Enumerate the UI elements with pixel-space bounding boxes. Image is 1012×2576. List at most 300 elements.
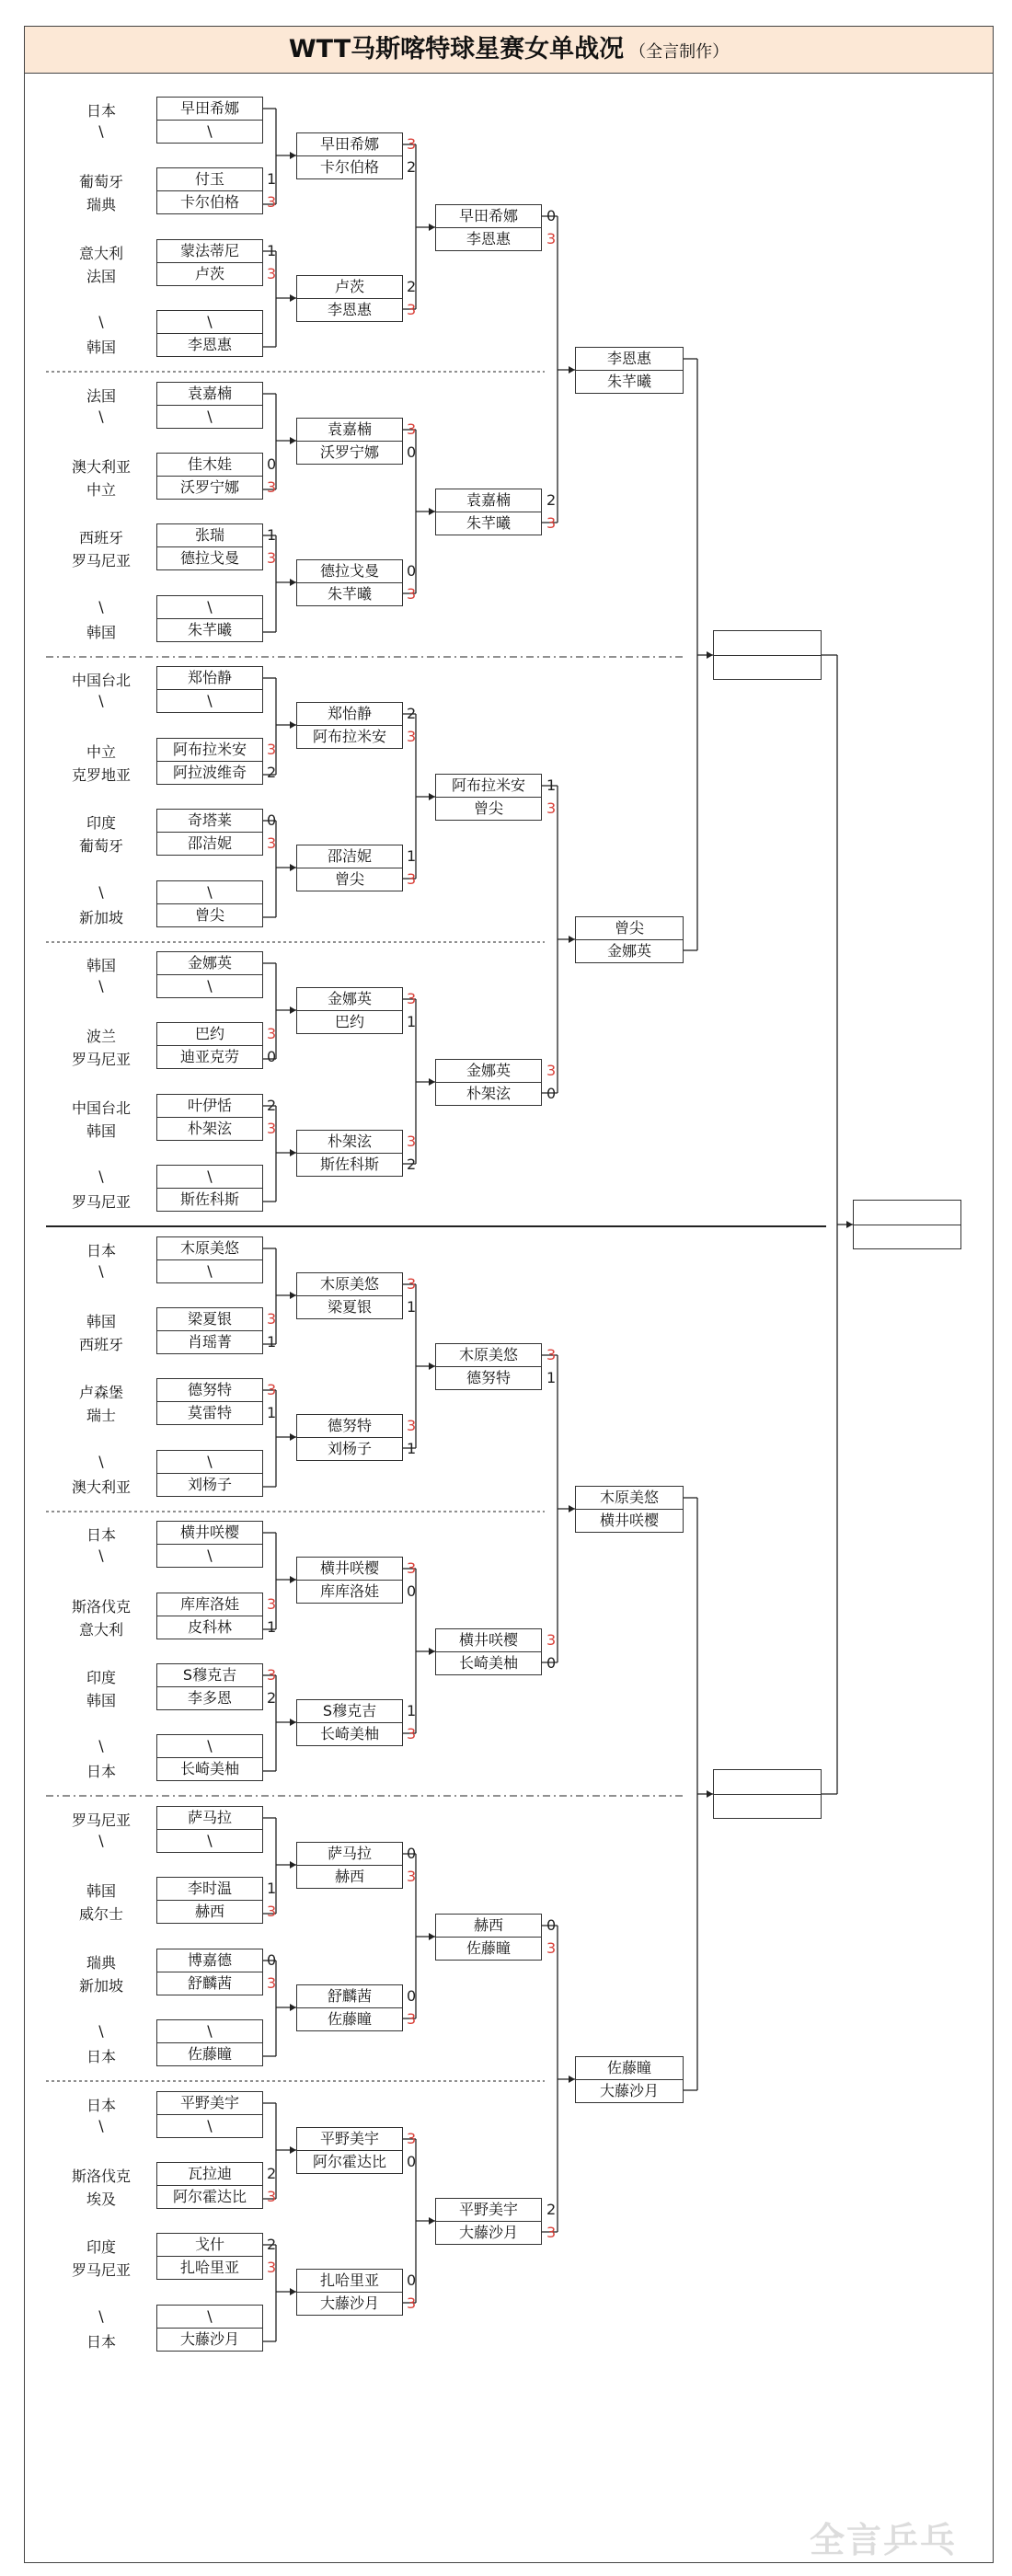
country-label: 威尔士 (78, 1905, 123, 1923)
player-slot: 早田希娜 (435, 204, 542, 228)
match-score: 2 (546, 491, 557, 509)
country-label: 法国 (86, 268, 116, 285)
match-score: 0 (407, 1582, 417, 1600)
player-slot: 迪亚克劳 (156, 1045, 263, 1069)
match-score: 0 (546, 1085, 557, 1102)
country-label: \ (98, 692, 104, 709)
country-label: 斯洛伐克 (71, 2168, 131, 2185)
match-score: 2 (407, 705, 417, 722)
match-score: 3 (546, 799, 557, 817)
match-score: 3 (267, 1310, 277, 1328)
match-score: 3 (546, 230, 557, 247)
country-label: 埃及 (86, 2191, 116, 2208)
player-slot: 木原美悠 (435, 1343, 542, 1367)
country-label: \ (98, 408, 104, 425)
player-slot: \ (156, 689, 263, 713)
player-slot: 斯佐科斯 (296, 1153, 403, 1177)
match-score: 3 (267, 1595, 277, 1613)
match-score: 3 (267, 1903, 277, 1920)
country-label: 中国台北 (71, 672, 131, 689)
player-slot: 阿布拉米安 (296, 725, 403, 749)
player-slot: 朱芊曦 (435, 512, 542, 535)
match-score: 3 (546, 2224, 557, 2241)
player-slot: 斯佐科斯 (156, 1188, 263, 1212)
player-slot: \ (156, 120, 263, 144)
match-score: 2 (267, 2165, 277, 2182)
player-slot: 梁夏银 (296, 1295, 403, 1319)
player-slot: 大藤沙月 (296, 2292, 403, 2316)
country-label: \ (98, 1453, 104, 1470)
match-score: 3 (267, 1666, 277, 1684)
arrow-head (846, 1221, 853, 1228)
match-score: 0 (407, 2271, 417, 2289)
country-label: 韩国 (86, 339, 116, 356)
match-score: 3 (407, 301, 417, 318)
country-label: 新加坡 (78, 909, 123, 926)
country-label: 西班牙 (78, 529, 123, 546)
player-slot: 李恩惠 (296, 298, 403, 322)
country-label: 韩国 (86, 1313, 116, 1330)
country-label: \ (98, 977, 104, 995)
player-slot: 阿布拉米安 (156, 738, 263, 762)
player-slot: 金娜英 (435, 1059, 542, 1083)
match-score: 1 (267, 1880, 277, 1897)
player-slot: 库库洛娃 (296, 1580, 403, 1604)
country-label: 日本 (86, 102, 116, 120)
country-label: 中立 (86, 481, 116, 499)
match-score: 3 (407, 2130, 417, 2147)
player-slot: 莫雷特 (156, 1401, 263, 1425)
match-score: 3 (267, 193, 277, 211)
country-label: 西班牙 (78, 1336, 123, 1353)
player-slot: 横井咲樱 (156, 1521, 263, 1545)
match-score: 3 (546, 1062, 557, 1079)
country-label: \ (98, 598, 104, 615)
player-slot: S穆克吉 (296, 1699, 403, 1723)
match-score: 1 (546, 776, 557, 794)
player-slot: 刘杨子 (296, 1437, 403, 1461)
arrow-head (290, 1006, 296, 1014)
player-slot: 金娜英 (575, 939, 684, 963)
player-slot: 佳木娃 (156, 453, 263, 477)
match-score: 3 (407, 1133, 417, 1150)
player-slot: \ (156, 1450, 263, 1474)
match-score: 1 (407, 1298, 417, 1316)
match-score: 3 (407, 1868, 417, 1885)
arrow-head (290, 294, 296, 302)
player-slot: 张瑞 (156, 523, 263, 547)
country-label: 瑞典 (86, 1954, 116, 1972)
country-label: 波兰 (86, 1028, 116, 1045)
country-label: 印度 (86, 1669, 116, 1686)
player-slot: 沃罗宁娜 (156, 476, 263, 500)
country-label: 韩国 (86, 1122, 116, 1140)
match-score: 0 (407, 2153, 417, 2170)
player-slot: 梁夏银 (156, 1307, 263, 1331)
match-score: 0 (267, 811, 277, 829)
player-slot: 扎哈里亚 (156, 2256, 263, 2280)
player-slot: 卢茨 (296, 275, 403, 299)
watermark: 全言乒乓 (810, 2520, 958, 2560)
arrow-head (429, 1648, 435, 1655)
match-score: 3 (546, 1939, 557, 1957)
country-label: \ (98, 2022, 104, 2040)
match-score: 1 (407, 1702, 417, 1719)
match-score: 2 (267, 1689, 277, 1707)
match-score: 1 (407, 1440, 417, 1457)
page-title: WTT马斯喀特球星赛女单战况 (288, 35, 625, 63)
match-score: 1 (267, 526, 277, 544)
country-label: 韩国 (86, 957, 116, 974)
country-label: 澳大利亚 (71, 458, 131, 476)
match-score: 2 (267, 764, 277, 781)
player-slot: 阿布拉米安 (435, 774, 542, 798)
player-slot: 库库洛娃 (156, 1593, 263, 1616)
match-score: 0 (407, 1987, 417, 2005)
player-slot: 金娜英 (296, 987, 403, 1011)
country-label: 意大利 (78, 1621, 123, 1639)
player-slot: \ (156, 405, 263, 429)
player-slot: \ (156, 1165, 263, 1189)
player-slot: 袁嘉楠 (435, 489, 542, 512)
player-slot: 曾尖 (435, 797, 542, 821)
player-slot: 曾尖 (575, 916, 684, 940)
arrow-head (290, 579, 296, 586)
player-slot: 李时温 (156, 1877, 263, 1901)
player-slot: 赫西 (296, 1865, 403, 1889)
player-slot: \ (156, 880, 263, 904)
player-slot: 奇塔莱 (156, 809, 263, 833)
match-score: 0 (546, 1654, 557, 1672)
player-slot: 德努特 (435, 1366, 542, 1390)
player-slot: 巴约 (156, 1022, 263, 1046)
match-score: 3 (407, 1417, 417, 1434)
match-score: 1 (267, 242, 277, 259)
country-label: 澳大利亚 (71, 1478, 131, 1496)
player-slot: 李恩惠 (575, 347, 684, 371)
match-score: 3 (407, 2010, 417, 2028)
country-label: 克罗地亚 (71, 766, 131, 784)
country-label: 日本 (86, 2333, 116, 2351)
country-label: 日本 (86, 2048, 116, 2065)
player-slot: 郑怡静 (156, 666, 263, 690)
player-slot: 木原美悠 (156, 1236, 263, 1260)
match-score: 3 (546, 514, 557, 532)
player-slot: 舒麟茜 (156, 1972, 263, 1995)
country-label: \ (98, 313, 104, 330)
country-label: 罗马尼亚 (71, 2261, 131, 2279)
match-score: 0 (407, 1845, 417, 1862)
arrow-head (429, 793, 435, 800)
arrow-head (429, 2217, 435, 2225)
country-label: 印度 (86, 814, 116, 832)
player-slot: \ (156, 1829, 263, 1853)
player-slot: 阿尔霍达比 (156, 2185, 263, 2209)
country-label: 法国 (86, 387, 116, 405)
country-label: 罗马尼亚 (71, 1811, 131, 1829)
player-slot: 横井咲樱 (435, 1628, 542, 1652)
match-score: 2 (267, 1097, 277, 1114)
country-label: 中立 (86, 743, 116, 761)
player-slot: 邵洁妮 (296, 845, 403, 868)
match-score: 1 (267, 1404, 277, 1421)
match-score: 3 (407, 1275, 417, 1293)
country-label: \ (98, 1167, 104, 1185)
arrow-head (290, 864, 296, 871)
player-slot: 付玉 (156, 167, 263, 191)
country-label: \ (98, 883, 104, 901)
arrow-head (569, 2076, 575, 2083)
arrow-head (707, 651, 713, 659)
match-score: 2 (267, 2236, 277, 2253)
player-slot: 萨马拉 (156, 1806, 263, 1830)
arrow-head (569, 1505, 575, 1512)
country-label: \ (98, 1547, 104, 1564)
player-slot: 金娜英 (156, 951, 263, 975)
country-label: 韩国 (86, 624, 116, 641)
player-slot: 叶伊恬 (156, 1094, 263, 1118)
match-score: 3 (267, 741, 277, 758)
country-label: \ (98, 122, 104, 140)
player-slot: 皮科林 (156, 1616, 263, 1639)
player-slot: 大藤沙月 (156, 2328, 263, 2352)
match-score: 3 (267, 478, 277, 496)
player-slot: 李多恩 (156, 1686, 263, 1710)
match-score: 1 (267, 1333, 277, 1351)
match-score: 3 (267, 1120, 277, 1137)
player-slot: 平野美宇 (435, 2198, 542, 2222)
player-slot: 卡尔伯格 (156, 190, 263, 214)
player-slot (713, 1794, 822, 1819)
match-score: 3 (267, 1381, 277, 1398)
match-score: 3 (267, 2188, 277, 2205)
match-score: 3 (407, 1725, 417, 1742)
player-slot: 赫西 (435, 1914, 542, 1938)
player-slot: 长崎美柚 (296, 1722, 403, 1746)
arrow-head (707, 1790, 713, 1798)
player-slot: \ (156, 310, 263, 334)
country-label: 日本 (86, 1526, 116, 1544)
player-slot: 李恩惠 (435, 227, 542, 251)
arrow-head (290, 2146, 296, 2154)
country-label: \ (98, 1262, 104, 1280)
arrow-head (290, 1576, 296, 1583)
player-slot (713, 1769, 822, 1795)
match-score: 3 (407, 2294, 417, 2312)
country-label: \ (98, 1832, 104, 1849)
match-score: 3 (267, 1025, 277, 1042)
player-slot: 肖瑶菁 (156, 1330, 263, 1354)
player-slot: 朱芊曦 (575, 370, 684, 394)
player-slot: 朴架泫 (435, 1082, 542, 1106)
player-slot: \ (156, 2305, 263, 2329)
country-label: 印度 (86, 2238, 116, 2256)
player-slot: 德拉戈曼 (296, 559, 403, 583)
player-slot: 佐藤瞳 (296, 2007, 403, 2031)
match-score: 3 (546, 1346, 557, 1363)
match-score: 3 (546, 1631, 557, 1649)
player-slot: 阿拉波维奇 (156, 761, 263, 785)
player-slot: 长崎美柚 (435, 1651, 542, 1675)
player-slot: 李恩惠 (156, 333, 263, 357)
match-score: 1 (267, 1618, 277, 1636)
player-slot: 舒麟茜 (296, 1984, 403, 2008)
match-score: 3 (407, 870, 417, 888)
player-slot: 阿尔霍达比 (296, 2150, 403, 2174)
arrow-head (290, 2288, 296, 2295)
arrow-head (569, 936, 575, 943)
player-slot: \ (156, 2114, 263, 2138)
match-score: 3 (267, 549, 277, 567)
player-slot: \ (156, 1544, 263, 1568)
player-slot: 卡尔伯格 (296, 155, 403, 179)
country-label: 卢森堡 (78, 1384, 123, 1401)
player-slot: 木原美悠 (575, 1486, 684, 1510)
country-label: 瑞士 (86, 1407, 116, 1424)
player-slot: \ (156, 974, 263, 998)
player-slot: 朴架泫 (156, 1117, 263, 1141)
match-score: 3 (267, 1974, 277, 1992)
country-label: \ (98, 1737, 104, 1754)
player-slot: 邵洁妮 (156, 832, 263, 856)
match-score: 2 (407, 1156, 417, 1173)
country-label: 葡萄牙 (78, 173, 123, 190)
player-slot: 刘杨子 (156, 1473, 263, 1497)
player-slot: 朱芊曦 (156, 618, 263, 642)
country-label: 意大利 (78, 245, 123, 262)
country-label: 韩国 (86, 1882, 116, 1900)
player-slot: 巴约 (296, 1010, 403, 1034)
player-slot: \ (156, 595, 263, 619)
match-score: 3 (267, 834, 277, 852)
player-slot: 早田希娜 (296, 132, 403, 156)
match-score: 1 (407, 1013, 417, 1030)
arrow-head (569, 366, 575, 374)
country-label: 瑞典 (86, 196, 116, 213)
player-slot: 平野美宇 (156, 2091, 263, 2115)
match-score: 3 (267, 2259, 277, 2276)
country-label: 葡萄牙 (78, 837, 123, 855)
player-slot: 曾尖 (156, 903, 263, 927)
player-slot: S穆克吉 (156, 1663, 263, 1687)
player-slot: \ (156, 1734, 263, 1758)
player-slot: 佐藤瞳 (435, 1937, 542, 1961)
player-slot: 德努特 (296, 1414, 403, 1438)
arrow-head (290, 437, 296, 444)
match-score: 0 (407, 562, 417, 580)
country-label: 新加坡 (78, 1977, 123, 1995)
player-slot: 赫西 (156, 1900, 263, 1924)
player-slot: 戈什 (156, 2233, 263, 2257)
player-slot (853, 1200, 961, 1225)
match-score: 0 (407, 443, 417, 461)
player-slot: 佐藤瞳 (575, 2056, 684, 2080)
match-score: 0 (267, 1048, 277, 1065)
player-slot: 横井咲樱 (296, 1557, 403, 1581)
match-score: 1 (546, 1369, 557, 1386)
arrow-head (290, 2004, 296, 2011)
country-label: 日本 (86, 1242, 116, 1259)
player-slot: 蒙法蒂尼 (156, 239, 263, 263)
match-score: 3 (407, 135, 417, 153)
player-slot (713, 655, 822, 680)
match-score: 0 (267, 455, 277, 473)
match-score: 2 (407, 278, 417, 295)
match-score: 2 (407, 158, 417, 176)
player-slot: 朴架泫 (296, 1130, 403, 1154)
match-score: 3 (407, 728, 417, 745)
match-score: 1 (407, 847, 417, 865)
arrow-head (429, 1363, 435, 1370)
match-score: 0 (546, 207, 557, 224)
player-slot: 扎哈里亚 (296, 2269, 403, 2293)
match-score: 3 (267, 265, 277, 282)
player-slot (853, 1225, 961, 1249)
arrow-head (290, 1719, 296, 1726)
player-slot: 横井咲樱 (575, 1509, 684, 1533)
country-label: 斯洛伐克 (71, 1598, 131, 1616)
player-slot: 曾尖 (296, 868, 403, 891)
player-slot: 木原美悠 (296, 1272, 403, 1296)
player-slot: 平野美宇 (296, 2127, 403, 2151)
player-slot: 佐藤瞳 (156, 2042, 263, 2066)
country-label: 韩国 (86, 1692, 116, 1709)
player-slot: 德拉戈曼 (156, 546, 263, 570)
country-label: 日本 (86, 2097, 116, 2114)
arrow-head (429, 1933, 435, 1940)
player-slot: 朱芊曦 (296, 582, 403, 606)
arrow-head (429, 508, 435, 515)
arrow-head (429, 224, 435, 231)
player-slot: 博嘉德 (156, 1949, 263, 1972)
arrow-head (290, 1861, 296, 1869)
player-slot (713, 630, 822, 656)
match-score: 0 (546, 1916, 557, 1934)
match-score: 0 (267, 1951, 277, 1969)
player-slot: 卢茨 (156, 262, 263, 286)
player-slot: 袁嘉楠 (296, 418, 403, 442)
player-slot: 沃罗宁娜 (296, 441, 403, 465)
match-score: 3 (407, 420, 417, 438)
player-slot: 大藤沙月 (575, 2079, 684, 2103)
arrow-head (290, 152, 296, 159)
page-subtitle: （全言制作） (629, 42, 730, 62)
country-label: \ (98, 2117, 104, 2134)
country-label: 罗马尼亚 (71, 1051, 131, 1068)
player-slot: 大藤沙月 (435, 2221, 542, 2245)
country-label: 罗马尼亚 (71, 552, 131, 569)
match-score: 1 (267, 170, 277, 188)
player-slot: \ (156, 1259, 263, 1283)
arrow-head (290, 721, 296, 729)
arrow-head (290, 1149, 296, 1156)
country-label: 中国台北 (71, 1099, 131, 1117)
country-label: 日本 (86, 1763, 116, 1780)
country-label: \ (98, 2307, 104, 2325)
player-slot: 郑怡静 (296, 702, 403, 726)
player-slot: 袁嘉楠 (156, 382, 263, 406)
arrow-head (290, 1433, 296, 1441)
player-slot: 长崎美柚 (156, 1757, 263, 1781)
match-score: 3 (407, 585, 417, 603)
arrow-head (429, 1078, 435, 1086)
country-label: 罗马尼亚 (71, 1193, 131, 1211)
player-slot: 瓦拉迪 (156, 2162, 263, 2186)
arrow-head (290, 1292, 296, 1299)
match-score: 2 (546, 2201, 557, 2218)
player-slot: 萨马拉 (296, 1842, 403, 1866)
player-slot: \ (156, 2019, 263, 2043)
